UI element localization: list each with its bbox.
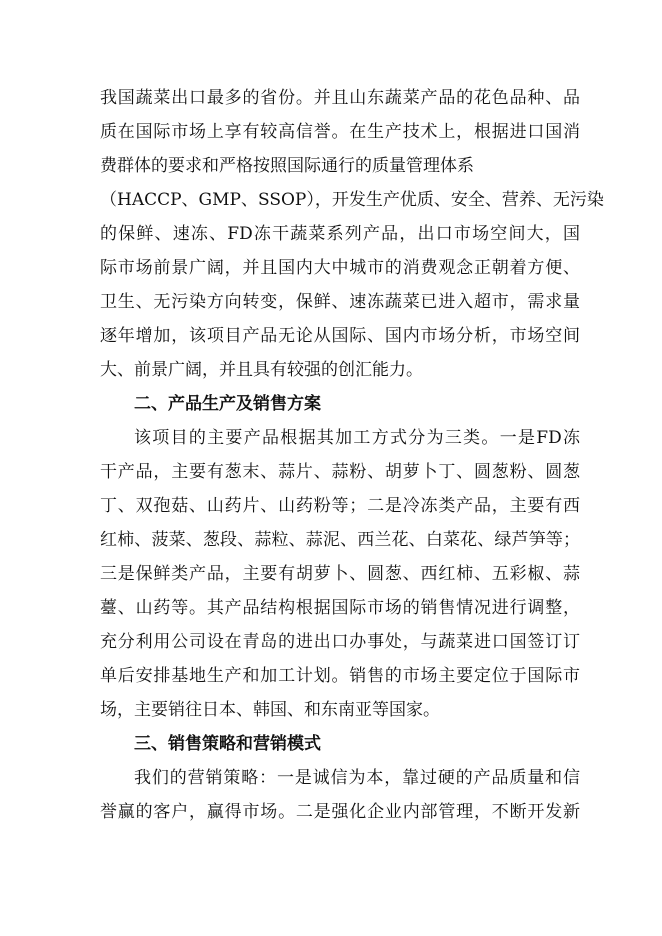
- body-text-line: 我国蔬菜出口最多的省份。并且山东蔬菜产品的花色品种、品: [100, 88, 580, 108]
- body-text-line: 的保鲜、速冻、FD冻干蔬菜系列产品，出口市场空间大，国: [100, 224, 580, 244]
- body-text-line: 充分利用公司设在青岛的进出口办事处，与蔬菜进口国签订订: [100, 632, 580, 652]
- body-text-line: 卫生、无污染方向转变，保鲜、速冻蔬菜已进入超市，需求量: [100, 292, 580, 312]
- body-text-line: 誉赢的客户，赢得市场。二是强化企业内部管理，不断开发新: [100, 802, 580, 822]
- body-text-line: 干产品，主要有葱末、蒜片、蒜粉、胡萝卜丁、圆葱粉、圆葱: [100, 462, 580, 482]
- section-heading: 二、产品生产及销售方案: [134, 394, 321, 414]
- body-text-line: 大、前景广阔，并且具有较强的创汇能力。: [100, 360, 423, 380]
- body-text-line: 丁、双孢菇、山药片、山药粉等；二是冷冻类产品，主要有西: [100, 496, 580, 516]
- body-text-line: 该项目的主要产品根据其加工方式分为三类。一是FD冻: [134, 428, 580, 448]
- body-text-line: 质在国际市场上享有较高信誉。在生产技术上，根据进口国消: [100, 122, 580, 142]
- section-heading: 三、销售策略和营销模式: [134, 734, 321, 754]
- body-text-line: 红柿、菠菜、葱段、蒜粒、蒜泥、西兰花、白菜花、绿芦笋等；: [100, 530, 580, 550]
- body-text-line: 三是保鲜类产品，主要有胡萝卜、圆葱、西红柿、五彩椒、蒜: [100, 564, 580, 584]
- body-text-line: 逐年增加，该项目产品无论从国际、国内市场分析，市场空间: [100, 326, 580, 346]
- body-text-line: 薹、山药等。其产品结构根据国际市场的销售情况进行调整，: [100, 598, 580, 618]
- body-text-line: 际市场前景广阔，并且国内大中城市的消费观念正朝着方便、: [100, 258, 580, 278]
- body-text-line: 费群体的要求和严格按照国际通行的质量管理体系: [100, 156, 474, 176]
- body-text-line: （HACCP、GMP、SSOP），开发生产优质、安全、营养、无污染: [100, 190, 604, 210]
- body-text-line: 单后安排基地生产和加工计划。销售的市场主要定位于国际市: [100, 666, 580, 686]
- body-text-line: 场，主要销往日本、韩国、和东南亚等国家。: [100, 700, 440, 720]
- body-text-line: 我们的营销策略：一是诚信为本，靠过硬的产品质量和信: [134, 768, 580, 788]
